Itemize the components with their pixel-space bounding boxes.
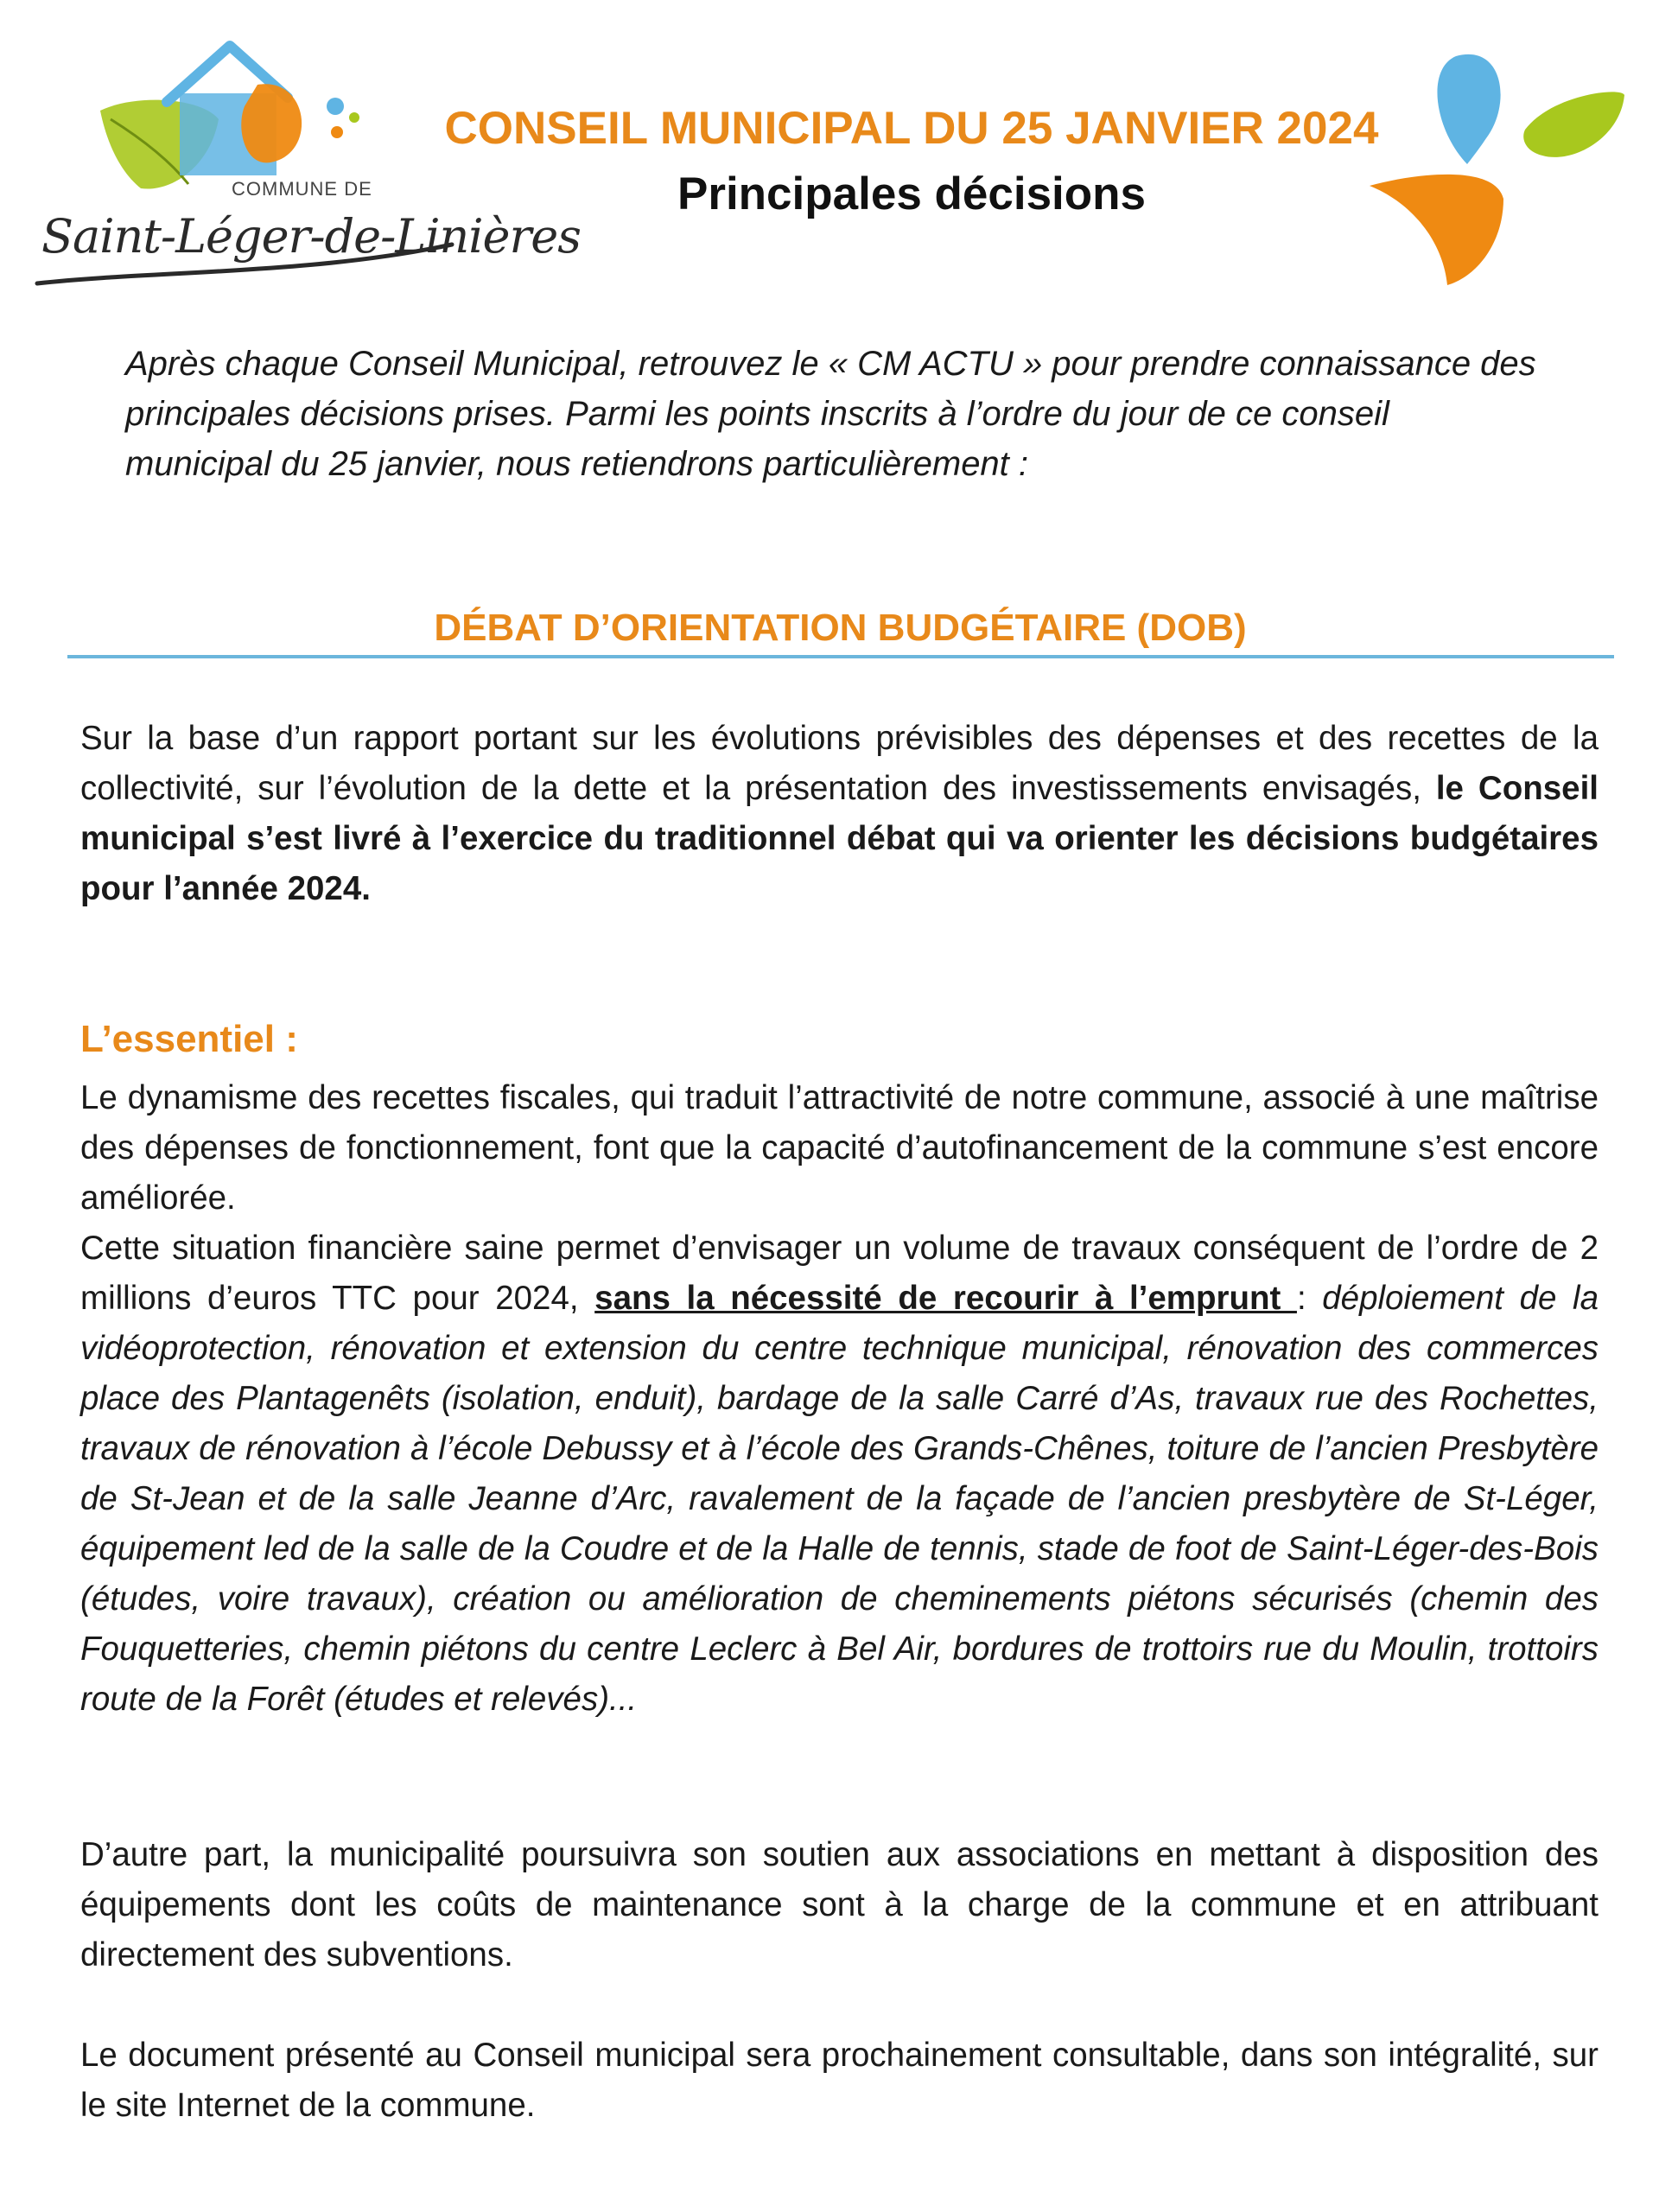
essentiel-heading: L’essentiel :: [80, 1018, 298, 1060]
section-divider: [67, 655, 1614, 658]
associations-paragraph: D’autre part, la municipalité poursuivra son soutien aux associations en mettant à disposition des équipements dont les coûts de maintenance sont à la charge de la commune et en attribuant directement des subventions.: [80, 1836, 1599, 1974]
dob-text: Sur la base d’un rapport portant sur les évolutions prévisibles des dépenses et des recettes de la collectivité, sur l’évolution de la dette et la présentation des investissements envisagés,: [80, 720, 1599, 807]
intro-paragraph: Après chaque Conseil Municipal, retrouvez le « CM ACTU » pour prendre connaissance des principales décisions prises. Parmi les points inscrits à l’ordre du jour de ce conseil municipal du 25 janvier, nous retiendrons particulièrement :: [125, 345, 1536, 483]
logo-commune-de: COMMUNE DE: [232, 178, 372, 200]
commune-logo: [24, 24, 581, 301]
essentiel-underlined: sans la nécessité de recourir à l’emprunt: [594, 1280, 1297, 1317]
essentiel-text-a: Le dynamisme des recettes fiscales, qui traduit l’attractivité de notre commune, associé à une maîtrise des dépenses de fonctionnement, font que la capacité d’autofinancement de la commune s’est encore améliorée.: [80, 1079, 1599, 1217]
document-paragraph: Le document présenté au Conseil municipal sera prochainement consultable, dans son intégralité, sur le site Internet de la commune.: [80, 2037, 1599, 2124]
essentiel-paragraph: [80, 1073, 1599, 1725]
page-title: CONSEIL MUNICIPAL DU 25 JANVIER 2024: [444, 103, 1379, 154]
essentiel-colon: :: [1296, 1280, 1306, 1317]
page-subtitle: Principales décisions: [677, 168, 1146, 219]
dob-paragraph: [80, 714, 1599, 914]
section-title: DÉBAT D’ORIENTATION BUDGÉTAIRE (DOB): [434, 607, 1247, 649]
works-list: déploiement de la vidéoprotection, rénovation et extension du centre technique municipal, rénovation des commerces place des Plantagenêts (isolation, enduit), bardage de la salle Carré d’As, travaux rue des Rochettes, travaux de rénovation à l’école Debussy et à l’école des Grands-Chênes, toiture de l’ancien Presbytère de St-Jean et de la salle Jeanne d’Arc, ravalement de la façade de l’ancien presbytère de St-Léger, équipement led de la salle de la Coudre et de la Halle de tennis, stade de foot de Saint-Léger-des-Bois (études, voire travaux), création ou amélioration de cheminements piétons sécurisés (chemin des Fouquetteries, chemin piétons du centre Leclerc à Bel Air, bordures de trottoirs rue du Moulin, trottoirs route de la Forêt (études et relevés)...: [80, 1280, 1599, 1718]
decorative-drops: [1365, 35, 1624, 285]
dob-bold-text: le Conseil municipal s’est livré à l’exercice du traditionnel débat qui va orienter les décisions budgétaires pour l’année 2024.: [80, 770, 1599, 907]
essentiel-text-b: Cette situation financière saine permet d’envisager un volume de travaux conséquent de l’ordre de 2 millions d’euros TTC pour 2024,: [80, 1230, 1599, 1317]
logo-commune-name: Saint-Léger-de-Linières: [41, 209, 581, 264]
